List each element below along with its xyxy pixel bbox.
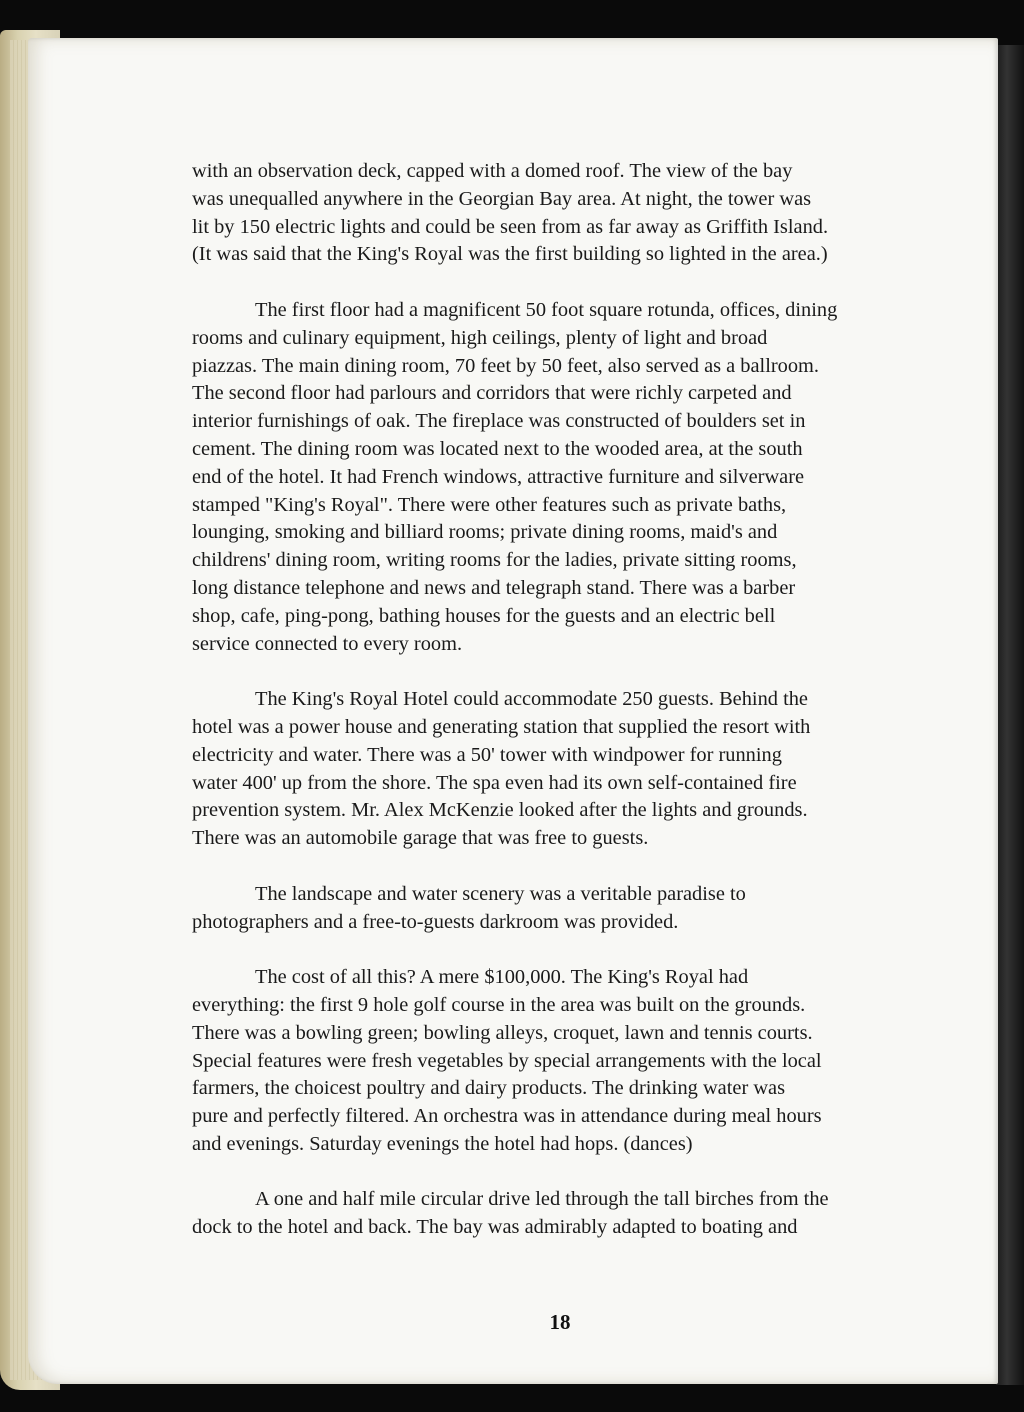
body-text <box>192 158 937 1242</box>
paragraph <box>192 1186 937 1242</box>
text-line: shop, cafe, ping-pong, bathing houses for the guests and an electric bell <box>192 604 776 627</box>
text-line: The landscape and water scenery was a veritable paradise to <box>255 882 746 905</box>
text-line: The second floor had parlours and corridors that were richly carpeted and <box>192 382 792 405</box>
paragraph-gap <box>192 269 937 297</box>
paragraph <box>192 964 937 1159</box>
text-line: Special features were fresh vegetables by special arrangements with the local <box>192 1049 822 1072</box>
text-line: hotel was a power house and generating station that supplied the resort with <box>192 715 811 738</box>
text-line: photographers and a free-to-guests darkroom was provided. <box>192 910 679 933</box>
paragraph-gap <box>192 1159 937 1187</box>
page-number: 18 <box>549 1310 571 1334</box>
text-line: electricity and water. There was a 50' tower with windpower for running <box>192 743 782 766</box>
text-line: The King's Royal Hotel could accommodate 250 guests. Behind the <box>255 688 808 711</box>
paragraph-gap <box>192 853 937 881</box>
text-line: childrens' dining room, writing rooms for the ladies, private sitting rooms, <box>192 549 797 572</box>
text-line: The cost of all this? A mere $100,000. The King's Royal had <box>255 966 749 989</box>
paragraph <box>192 158 937 269</box>
text-line: end of the hotel. It had French windows, attractive furniture and silverware <box>192 465 805 488</box>
text-line: prevention system. Mr. Alex McKenzie looked after the lights and grounds. <box>192 799 808 822</box>
text-line: lit by 150 electric lights and could be seen from as far away as Griffith Island. <box>192 215 829 238</box>
text-line: lounging, smoking and billiard rooms; private dining rooms, maid's and <box>192 521 778 544</box>
text-line: pure and perfectly filtered. An orchestra was in attendance during meal hours <box>192 1105 822 1128</box>
text-line: (It was said that the King's Royal was the first building so lighted in the area.) <box>192 243 828 266</box>
text-line: A one and half mile circular drive led through the tall birches from the <box>255 1188 829 1211</box>
text-line: cement. The dining room was located next to the wooded area, at the south <box>192 437 803 460</box>
text-line: dock to the hotel and back. The bay was admirably adapted to boating and <box>192 1216 798 1239</box>
paragraph-gap <box>192 658 937 686</box>
text-line: and evenings. Saturday evenings the hotel had hops. (dances) <box>192 1132 693 1155</box>
text-line: long distance telephone and news and telegraph stand. There was a barber <box>192 576 796 599</box>
text-line: water 400' up from the shore. The spa even had its own self-contained fire <box>192 771 797 794</box>
text-line: The first floor had a magnificent 50 foot square rotunda, offices, dining <box>255 298 838 321</box>
paragraph <box>192 297 937 658</box>
paragraph <box>192 686 937 853</box>
text-line: service connected to every room. <box>192 632 463 655</box>
text-line: There was an automobile garage that was free to guests. <box>192 827 649 850</box>
text-line: interior furnishings of oak. The fireplace was constructed of boulders set in <box>192 410 806 433</box>
text-line: rooms and culinary equipment, high ceilings, plenty of light and broad <box>192 326 768 349</box>
text-line: with an observation deck, capped with a domed roof. The view of the bay <box>192 160 793 182</box>
text-line: everything: the first 9 hole golf course in the area was built on the grounds. <box>192 993 806 1016</box>
text-line: stamped "King's Royal". There were other features such as private baths, <box>192 493 787 516</box>
right-edge <box>996 45 1024 1385</box>
text-line: farmers, the choicest poultry and dairy products. The drinking water was <box>192 1077 786 1100</box>
text-line: was unequalled anywhere in the Georgian Bay area. At night, the tower was <box>192 187 812 210</box>
paragraph-gap <box>192 936 937 964</box>
text-line: piazzas. The main dining room, 70 feet by 50 feet, also served as a ballroom. <box>192 354 820 377</box>
text-line: There was a bowling green; bowling alleys, croquet, lawn and tennis courts. <box>192 1021 813 1044</box>
paragraph <box>192 881 937 937</box>
